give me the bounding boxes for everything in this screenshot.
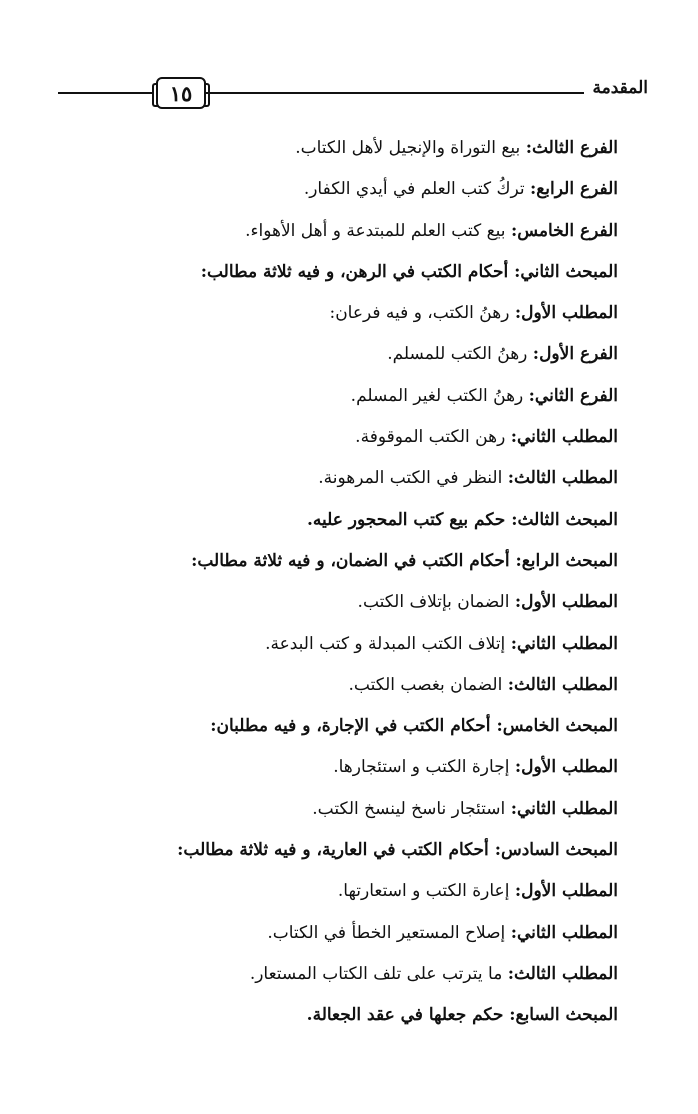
toc-entry	[78, 252, 618, 293]
toc-entry-label: المطلب الثاني:	[510, 427, 618, 448]
toc-entry-text: بيع التوراة والإنجيل لأهل الكتاب.	[295, 138, 526, 158]
toc-entry-label: المطلب الأول:	[514, 881, 618, 902]
toc-entry	[78, 995, 618, 1036]
toc-entry-label: الفرع الأول:	[532, 344, 618, 365]
toc-entry-label: المطلب الثالث:	[507, 468, 618, 489]
toc-entry	[78, 500, 618, 541]
toc-entry	[78, 541, 618, 582]
toc-entry-label: المطلب الثاني:	[510, 922, 618, 943]
page-number: ١٥	[169, 80, 193, 106]
toc-entry-text: تركُ كتب العلم في أيدي الكفار.	[303, 179, 530, 200]
toc-entry-text: إصلاح المستعير الخطأ في الكتاب.	[267, 922, 511, 943]
toc-entry-label: المبحث الرابع:	[515, 550, 618, 571]
toc-entry-label: المبحث الثاني:	[514, 261, 618, 282]
toc-entry-label: المبحث الخامس:	[496, 716, 618, 737]
toc-entry-text: النظر في الكتب المرهونة.	[318, 468, 508, 489]
toc-entry-text: إعارة الكتب و استعارتها.	[337, 881, 515, 902]
toc-entry-label: المطلب الأول:	[514, 303, 618, 324]
toc-entry-text: أحكام الكتب في الإجارة، و فيه مطلبان:	[210, 716, 497, 737]
toc-entry-label: المبحث الثالث:	[511, 509, 618, 530]
toc-entry	[78, 417, 618, 458]
toc-entry-text: رهنُ الكتب للمسلم.	[387, 344, 533, 365]
toc-entry-text: إجارة الكتب و استئجارها.	[333, 757, 515, 778]
toc-entry-text: أحكام الكتب في الرهن، و فيه ثلاثة مطالب:	[200, 261, 515, 282]
page-number-frame	[156, 77, 206, 109]
toc-entry-label: الفرع الثالث:	[525, 138, 618, 158]
table-of-contents	[78, 128, 618, 1037]
toc-entry-text: الضمان بإتلاف الكتب.	[357, 592, 515, 613]
toc-entry-label: المبحث السادس:	[494, 840, 618, 861]
page-header	[58, 72, 648, 112]
toc-entry	[78, 169, 618, 210]
toc-entry	[78, 954, 618, 995]
toc-entry-text: أحكام الكتب في العارية، و فيه ثلاثة مطالب:	[177, 840, 495, 861]
toc-entry	[78, 830, 618, 871]
toc-entry-label: المطلب الثالث:	[507, 674, 618, 695]
toc-entry	[78, 334, 618, 375]
toc-entry-label: الفرع الرابع:	[529, 179, 618, 200]
toc-entry	[78, 913, 618, 954]
toc-entry	[78, 747, 618, 788]
toc-entry-label: المطلب الأول:	[514, 592, 618, 613]
toc-entry	[78, 128, 618, 169]
running-title: المقدمة	[592, 78, 648, 98]
toc-entry	[78, 211, 618, 252]
header-rule-right	[206, 92, 584, 94]
toc-entry-label: المبحث السابع:	[509, 1005, 618, 1026]
toc-entry	[78, 624, 618, 665]
toc-entry-text: حكم جعلها في عقد الجعالة.	[306, 1005, 510, 1026]
toc-entry	[78, 376, 618, 417]
toc-entry	[78, 458, 618, 499]
toc-entry	[78, 789, 618, 830]
toc-entry-text: رهنُ الكتب لغير المسلم.	[350, 385, 529, 406]
toc-entry-text: استئجار ناسخ لينسخ الكتب.	[312, 798, 511, 819]
toc-entry-text: رهن الكتب الموقوفة.	[355, 427, 511, 448]
toc-entry-label: الفرع الخامس:	[510, 220, 618, 241]
toc-entry-label: المطلب الثالث:	[507, 963, 618, 984]
toc-entry-label: المطلب الثاني:	[510, 633, 618, 654]
toc-entry-label: المطلب الأول:	[514, 757, 618, 778]
toc-entry-text: إتلاف الكتب المبدلة و كتب البدعة.	[265, 633, 511, 654]
toc-entry-text: ما يترتب على تلف الكتاب المستعار.	[249, 963, 508, 984]
toc-entry-text: بيع كتب العلم للمبتدعة و أهل الأهواء.	[245, 220, 511, 241]
toc-entry-label: الفرع الثاني:	[528, 385, 618, 406]
toc-entry-text: رهنُ الكتب، و فيه فرعان:	[329, 303, 515, 324]
toc-entry	[78, 665, 618, 706]
toc-entry	[78, 706, 618, 747]
toc-entry	[78, 293, 618, 334]
toc-entry	[78, 871, 618, 912]
toc-entry-text: أحكام الكتب في الضمان، و فيه ثلاثة مطالب:	[191, 550, 516, 571]
toc-entry-text: الضمان بغصب الكتب.	[348, 674, 508, 695]
toc-entry-label: المطلب الثاني:	[510, 798, 618, 819]
toc-entry	[78, 582, 618, 623]
header-rule-left	[58, 92, 153, 94]
toc-entry-text: حكم بيع كتب المحجور عليه.	[306, 509, 512, 530]
